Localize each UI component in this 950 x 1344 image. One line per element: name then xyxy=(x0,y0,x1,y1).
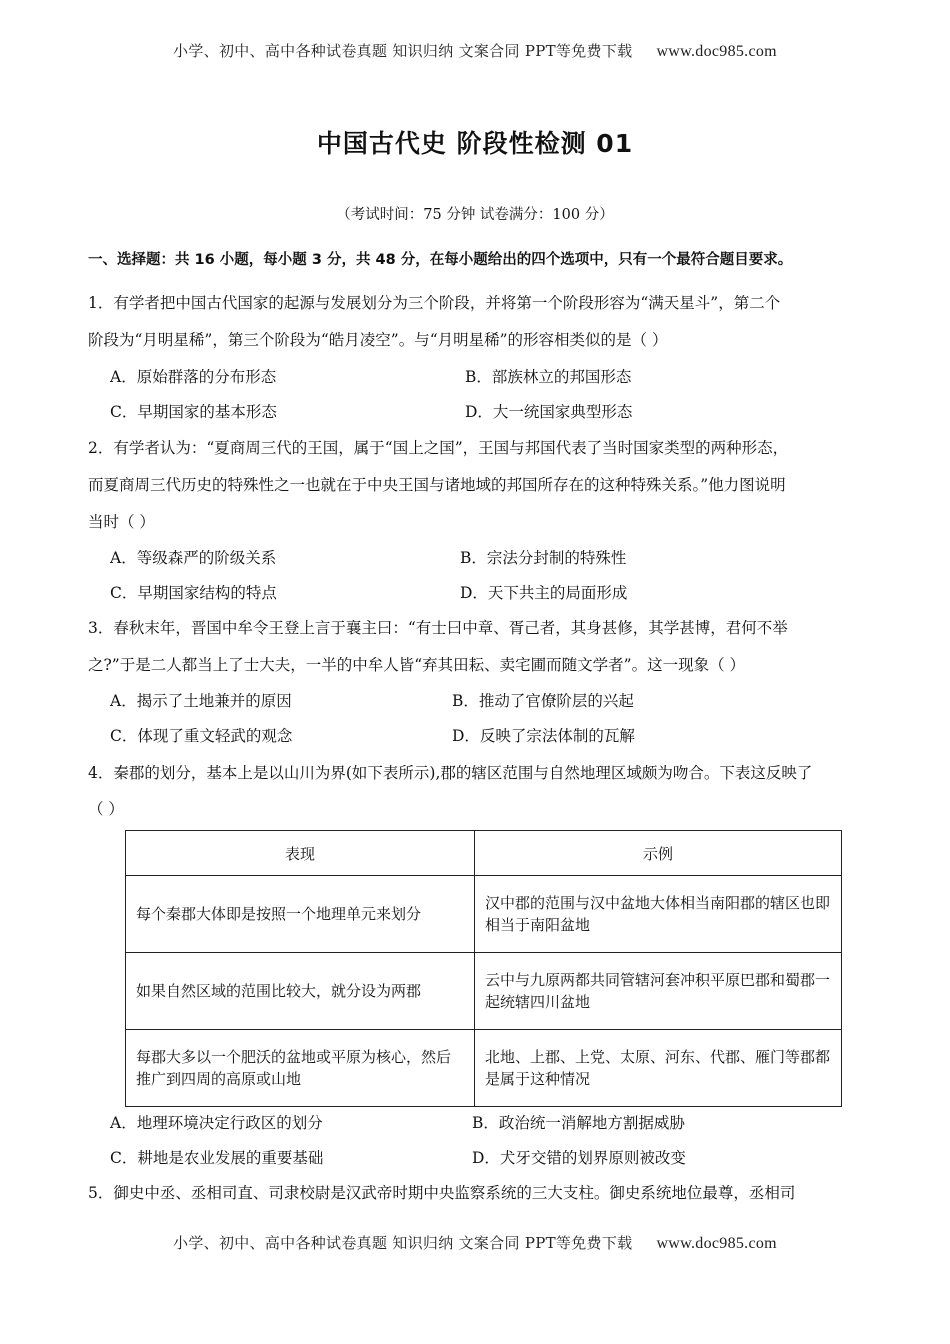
question-1-option-c[interactable]: C．早期国家的基本形态 xyxy=(110,403,277,421)
question-2-line-3: 当时（ ） xyxy=(88,513,155,531)
geography-table xyxy=(125,830,842,1107)
question-4-option-b[interactable]: B．政治统一消解地方割据威胁 xyxy=(472,1114,685,1132)
question-5-line-1: 5．御史中丞、丞相司直、司隶校尉是汉武帝时期中央监察系统的三大支柱。御史系统地位最尊，丞相司 xyxy=(88,1184,796,1202)
table-cell: 每个秦郡大体即是按照一个地理单元来划分 xyxy=(126,876,475,953)
question-3-option-d[interactable]: D．反映了宗法体制的瓦解 xyxy=(452,727,635,745)
exam-info: （考试时间：75 分钟 试卷满分：100 分） xyxy=(336,207,614,223)
table-cell: 北地、上郡、上党、太原、河东、代郡、雁门等郡都是属于这种情况 xyxy=(475,1030,842,1107)
table-cell: 汉中郡的范围与汉中盆地大体相当南阳郡的辖区也即相当于南阳盆地 xyxy=(475,876,842,953)
table-header-row xyxy=(126,831,842,876)
question-2-line-1: 2．有学者认为：“夏商周三代的王国，属于“国上之国”，王国与邦国代表了当时国家类型的两种形态， xyxy=(88,439,789,457)
header-site-link[interactable]: www.doc985.com xyxy=(656,43,777,60)
question-2-option-c[interactable]: C．早期国家结构的特点 xyxy=(110,584,277,602)
table-header-cell: 表现 xyxy=(126,831,475,876)
table-cell: 每郡大多以一个肥沃的盆地或平原为核心，然后推广到四周的高原或山地 xyxy=(126,1030,475,1107)
question-1-option-d[interactable]: D．大一统国家典型形态 xyxy=(465,403,633,421)
question-2-line-2: 而夏商周三代历史的特殊性之一也就在于中央王国与诸地域的邦国所存在的这种特殊关系。”他力图说明 xyxy=(88,476,786,494)
question-3-line-2: 之?”于是二人都当上了士大夫，一半的中牟人皆“弃其田耘、卖宅圃而随文学者”。这一现象（ ） xyxy=(88,656,746,674)
question-1-option-b[interactable]: B．部族林立的邦国形态 xyxy=(465,368,632,386)
header-text: 小学、初中、高中各种试卷真题 知识归纳 文案合同 PPT等免费下载 xyxy=(173,42,633,60)
page-title: 中国古代史 阶段性检测 01 xyxy=(316,129,634,158)
question-3-option-b[interactable]: B．推动了官僚阶层的兴起 xyxy=(452,692,634,710)
question-2-option-a[interactable]: A．等级森严的阶级关系 xyxy=(110,549,277,567)
table-cell: 如果自然区域的范围比较大，就分设为两郡 xyxy=(126,953,475,1030)
table-row xyxy=(126,953,842,1030)
footer-site-link[interactable]: www.doc985.com xyxy=(656,1235,777,1252)
question-1-line-2: 阶段为“月明星稀”，第三个阶段为“皓月凌空”。与“月明星稀”的形容相类似的是（ ） xyxy=(88,331,668,349)
table-row xyxy=(126,876,842,953)
question-4-option-a[interactable]: A．地理环境决定行政区的划分 xyxy=(110,1114,323,1132)
question-4-line-1: 4．秦郡的划分，基本上是以山川为界(如下表所示),郡的辖区范围与自然地理区域颇为吻合。下表这反映了 xyxy=(88,764,813,782)
question-4-option-d[interactable]: D．犬牙交错的划界原则被改变 xyxy=(472,1149,686,1167)
question-3-option-c[interactable]: C．体现了重文轻武的观念 xyxy=(110,727,293,745)
question-4-option-c[interactable]: C．耕地是农业发展的重要基础 xyxy=(110,1149,324,1167)
question-1-line-1: 1．有学者把中国古代国家的起源与发展划分为三个阶段，并将第一个阶段形容为“满天星斗”，第二个 xyxy=(88,294,781,312)
question-3-option-a[interactable]: A．揭示了土地兼并的原因 xyxy=(110,692,292,710)
page-header xyxy=(0,40,950,61)
page-footer xyxy=(0,1232,950,1253)
footer-text: 小学、初中、高中各种试卷真题 知识归纳 文案合同 PPT等免费下载 xyxy=(173,1234,633,1252)
table-header-cell: 示例 xyxy=(475,831,842,876)
question-2-option-d[interactable]: D．天下共主的局面形成 xyxy=(460,584,628,602)
question-3-line-1: 3．春秋末年，晋国中牟令王登上言于襄主曰：“有士曰中章、胥己者，其身甚修，其学甚博，君何不举 xyxy=(88,619,788,637)
table-row xyxy=(126,1030,842,1107)
question-4-line-2: （ ） xyxy=(88,800,124,818)
question-1-option-a[interactable]: A．原始群落的分布形态 xyxy=(110,368,277,386)
table-cell: 云中与九原两都共同管辖河套冲积平原巴郡和蜀郡一起统辖四川盆地 xyxy=(475,953,842,1030)
section-heading: 一、选择题：共 16 小题，每小题 3 分，共 48 分，在每小题给出的四个选项中，只有一个最符合题目要求。 xyxy=(88,252,793,268)
question-2-option-b[interactable]: B．宗法分封制的特殊性 xyxy=(460,549,627,567)
